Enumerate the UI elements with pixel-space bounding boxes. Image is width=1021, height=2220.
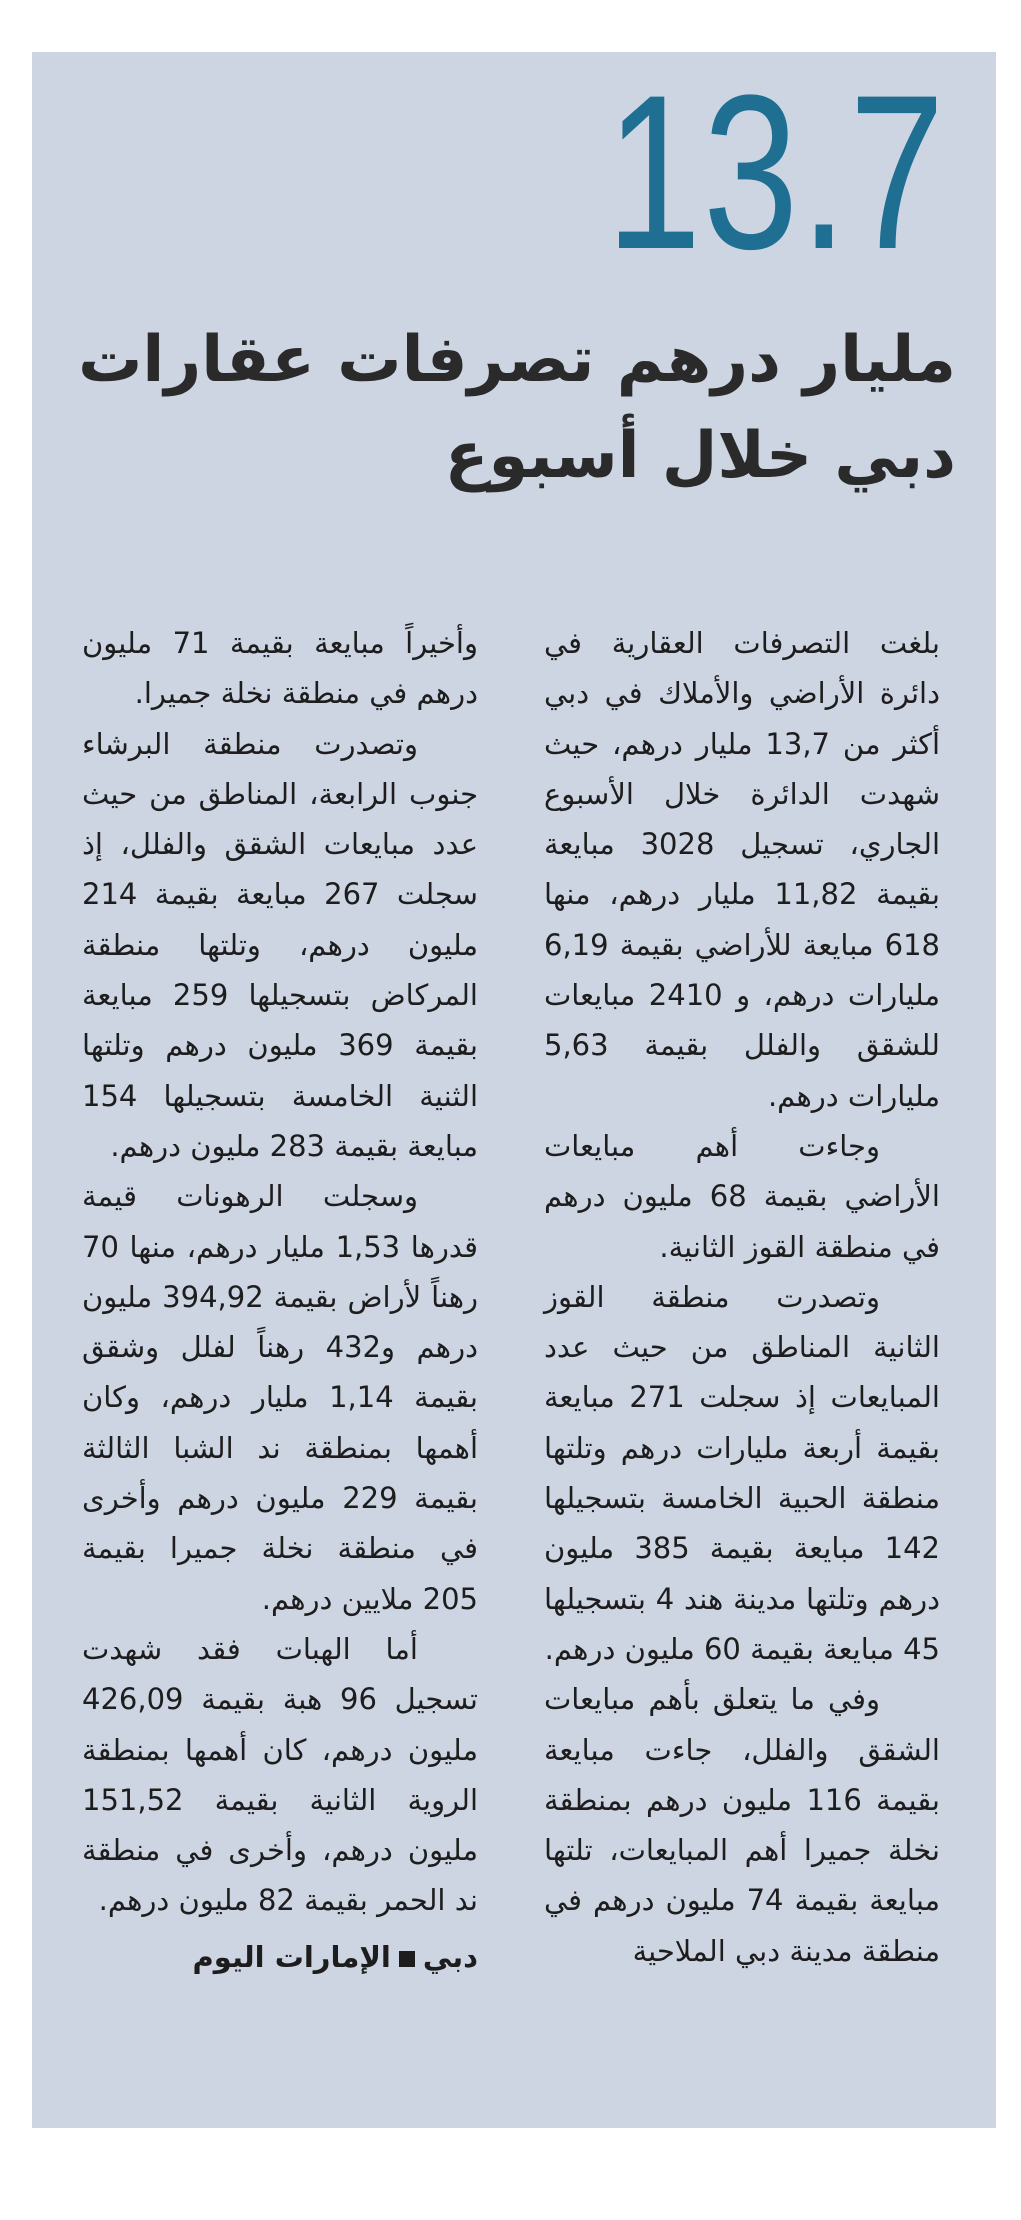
byline-place: دبي (422, 1939, 478, 1974)
headline (76, 312, 956, 504)
headline-number: 13.7 (605, 49, 946, 295)
paragraph: وجاءت أهم مبايعات الأراضي بقيمة 68 مليون درهم في منطقة القوز الثانية. (544, 1128, 940, 1264)
paragraph: بلغت التصرفات العقارية في دائرة الأراضي والأملاك في دبي أكثر من 13,7 مليار درهم، حيث شهدت الدائرة خلال الأسبوع الجاري، تسجيل 3028 مبايعة بقيمة 11,82 مليار درهم، منها 618 مبايعة للأراضي بقيمة 6,19 مليارات درهم، و 2410 مبايعات للشقق والفلل بقيمة 5,63 مليارات درهم. (544, 626, 941, 1113)
square-bullet-icon (399, 1951, 415, 1967)
headline-line: مليار درهم تصرفات عقارات (78, 323, 956, 397)
paragraph: وتصدرت منطقة القوز الثانية المناطق من حيث عدد المبايعات إذ سجلت 271 مبايعة بقيمة أربعة مليارات درهم وتلتها منطقة الحبية الخامسة بتسجيلها 142 مبايعة بقيمة 385 مليون درهم وتلتها مدينة هند 4 بتسجيلها 45 مبايعة بقيمة 60 مليون درهم. (544, 1279, 940, 1666)
article-column-right (544, 618, 940, 1976)
paragraph: وسجلت الرهونات قيمة قدرها 1,53 مليار درهم، منها 70 رهناً لأراض بقيمة 394,92 مليون درهم و432 رهناً لفلل وشقق بقيمة 1,14 مليار درهم، وكان أهمها بمنطقة ند الشبا الثالثة بقيمة 229 مليون درهم وأخرى في منطقة نخلة جميرا بقيمة 205 ملايين درهم. (82, 1179, 478, 1616)
paragraph: وأخيراً مبايعة بقيمة 71 مليون درهم في منطقة نخلة جميرا. (82, 626, 478, 711)
paragraph: وتصدرت منطقة البرشاء جنوب الرابعة، المناطق من حيث عدد مبايعات الشقق والفلل، إذ سجلت 267 مبايعة بقيمة 214 مليون درهم، وتلتها منطقة المركاض بتسجيلها 259 مبايعة بقيمة 369 مليون درهم وتلتها الثنية الخامسة بتسجيلها 154 مبايعة بقيمة 283 مليون درهم. (82, 726, 478, 1163)
headline-line: دبي خلال أسبوع (444, 419, 956, 493)
paragraph: أما الهبات فقد شهدت تسجيل 96 هبة بقيمة 426,09 مليون درهم، كان أهمها بمنطقة الروية الثانية بقيمة 151,52 مليون درهم، وأخرى في منطقة ند الحمر بقيمة 82 مليون درهم. (82, 1631, 479, 1918)
byline-source: الإمارات اليوم (192, 1939, 391, 1974)
byline (82, 1932, 478, 1982)
article-column-left (82, 618, 478, 1982)
article-panel (32, 49, 996, 2128)
paragraph: وفي ما يتعلق بأهم مبايعات الشقق والفلل، جاءت مبايعة بقيمة 116 مليون درهم بمنطقة نخلة جميرا أهم المبايعات، تلتها مبايعة بقيمة 74 مليون درهم في منطقة مدينة دبي الملاحية (544, 1682, 940, 1968)
